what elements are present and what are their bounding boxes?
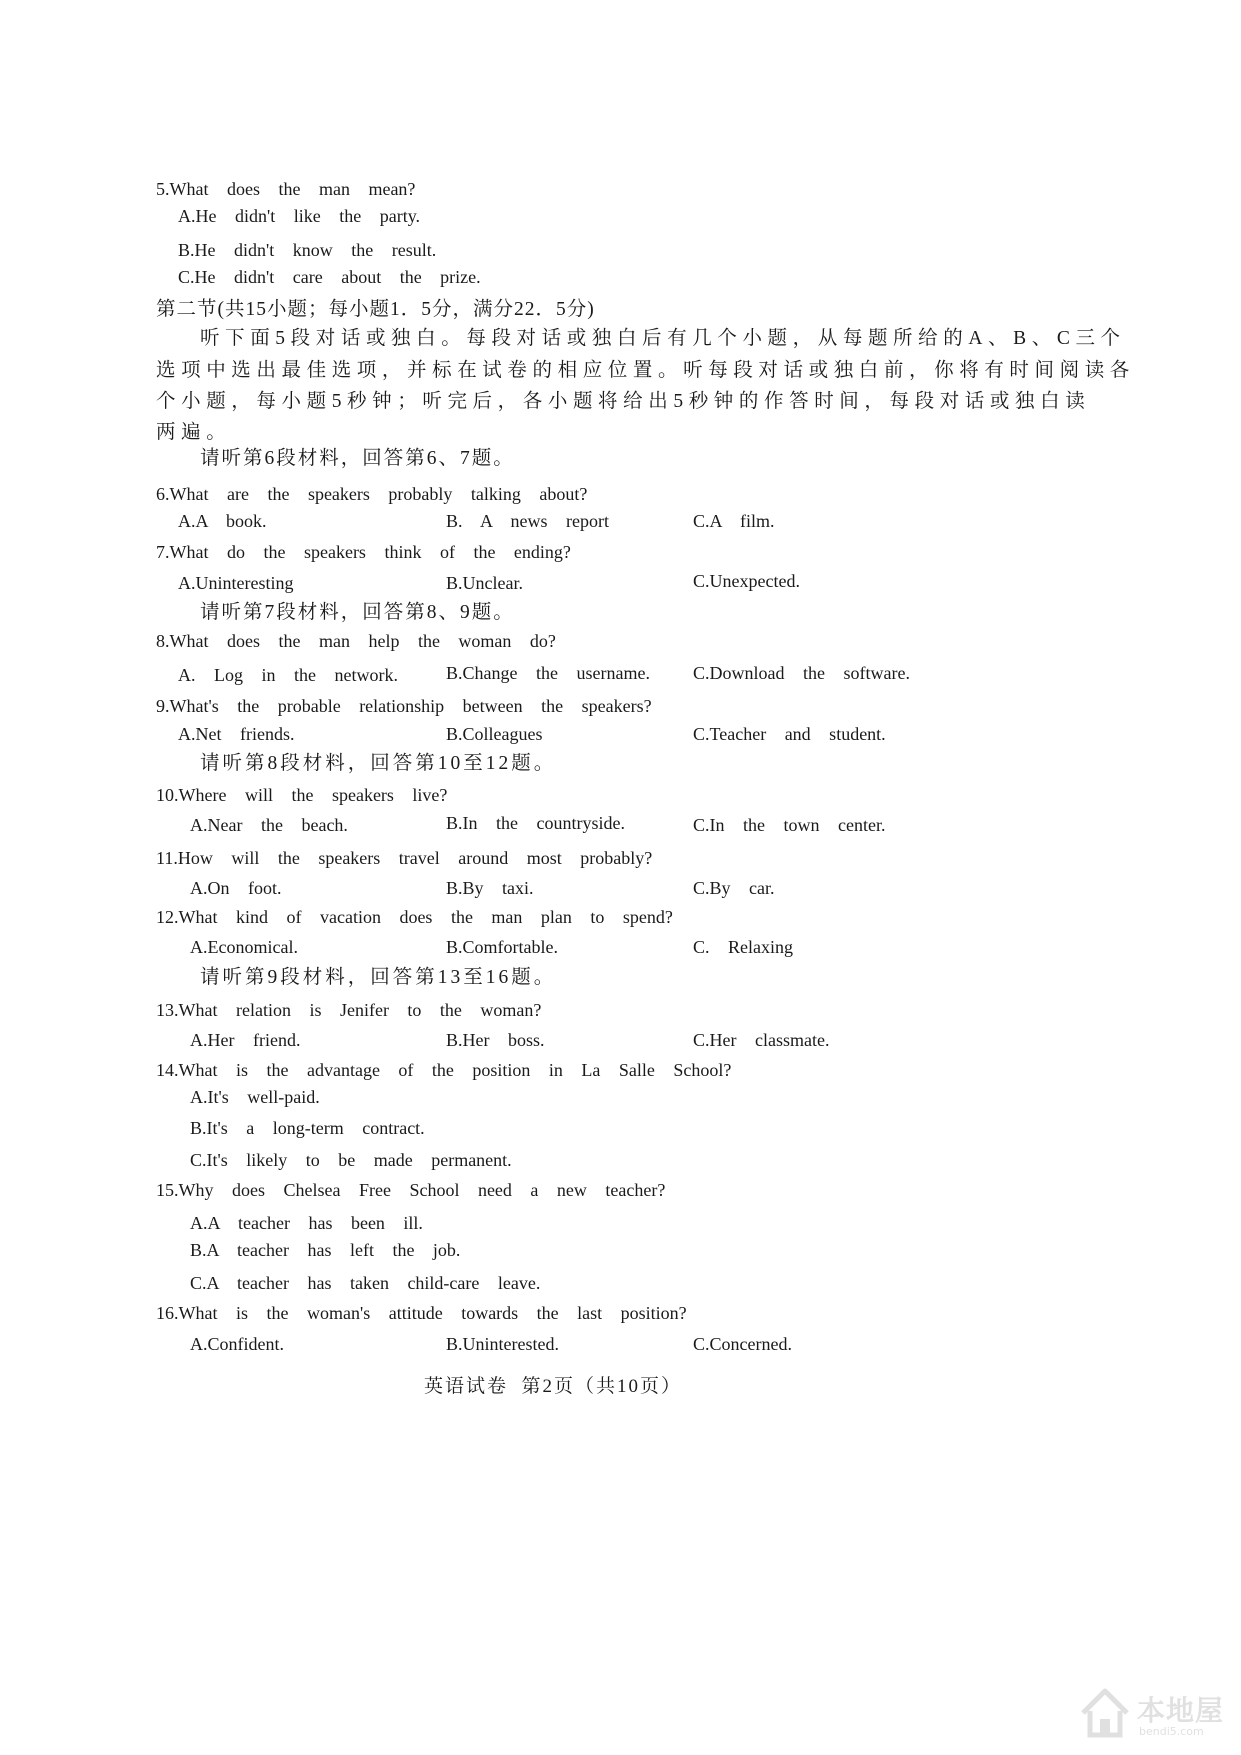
q13-option-a: A.Her friend.	[190, 1030, 301, 1050]
q10-option-c: C.In the town center.	[693, 815, 886, 835]
section-intro-line-3: 个小题，每小题5秒钟；听完后，各小题将给出5秒钟的作答时间，每段对话或独白读	[156, 391, 1091, 412]
q12-question: 12.What kind of vacation does the man plan to spend?	[156, 907, 673, 927]
q10-option-a: A.Near the beach.	[190, 815, 348, 835]
instruction-passage-9: 请听第9段材料，回答第13至16题。	[200, 967, 557, 988]
q7-option-c: C.Unexpected.	[693, 571, 800, 591]
q16-option-a: A.Confident.	[190, 1334, 284, 1354]
q5-option-b: B.He didn't know the result.	[178, 240, 437, 260]
q8-option-c: C.Download the software.	[693, 663, 910, 683]
instruction-passage-7: 请听第7段材料，回答第8、9题。	[200, 602, 515, 623]
watermark-url: bendi5.com	[1139, 1725, 1204, 1738]
q5-question: 5.What does the man mean?	[156, 179, 416, 199]
q13-option-b: B.Her boss.	[446, 1030, 545, 1050]
q14-option-c: C.It's likely to be made permanent.	[190, 1150, 512, 1170]
q15-option-a: A.A teacher has been ill.	[190, 1213, 423, 1233]
house-icon	[1079, 1685, 1131, 1741]
q10-question: 10.Where will the speakers live?	[156, 785, 448, 805]
q6-option-b: B. A news report	[446, 511, 609, 531]
section-intro-line-1: 听下面5段对话或独白。每段对话或独白后有几个小题，从每题所给的A、B、C三个	[200, 328, 1126, 349]
q11-option-b: B.By taxi.	[446, 878, 534, 898]
q13-option-c: C.Her classmate.	[693, 1030, 830, 1050]
section-intro-line-2: 选项中选出最佳选项，并标在试卷的相应位置。听每段对话或独白前，你将有时间阅读各	[156, 360, 1135, 381]
q9-option-a: A.Net friends.	[178, 724, 295, 744]
q11-question: 11.How will the speakers travel around most probably?	[156, 848, 653, 868]
q11-option-c: C.By car.	[693, 878, 775, 898]
q6-question: 6.What are the speakers probably talking about?	[156, 484, 588, 504]
q9-option-c: C.Teacher and student.	[693, 724, 886, 744]
q12-option-b: B.Comfortable.	[446, 937, 558, 957]
q7-option-b: B.Unclear.	[446, 573, 523, 593]
q8-question: 8.What does the man help the woman do?	[156, 631, 556, 651]
watermark-text: 本地屋	[1137, 1694, 1225, 1727]
q14-question: 14.What is the advantage of the position in La Salle School?	[156, 1060, 732, 1080]
q6-option-a: A.A book.	[178, 511, 267, 531]
q14-option-a: A.It's well-paid.	[190, 1087, 320, 1107]
instruction-passage-6: 请听第6段材料，回答第6、7题。	[200, 448, 515, 469]
q9-option-b: B.Colleagues	[446, 724, 543, 744]
q8-option-a: A. Log in the network.	[178, 665, 398, 685]
q11-option-a: A.On foot.	[190, 878, 282, 898]
q13-question: 13.What relation is Jenifer to the woman?	[156, 1000, 542, 1020]
q5-option-a: A.He didn't like the party.	[178, 206, 421, 226]
q15-option-c: C.A teacher has taken child-care leave.	[190, 1273, 541, 1293]
q8-option-b: B.Change the username.	[446, 663, 650, 683]
q16-option-b: B.Uninterested.	[446, 1334, 559, 1354]
q10-option-b: B.In the countryside.	[446, 813, 625, 833]
q7-option-a: A.Uninteresting	[178, 573, 294, 593]
q15-option-b: B.A teacher has left the job.	[190, 1240, 461, 1260]
q16-option-c: C.Concerned.	[693, 1334, 792, 1354]
q5-option-c: C.He didn't care about the prize.	[178, 267, 481, 287]
q12-option-c: C. Relaxing	[693, 937, 793, 957]
page-footer: 英语试卷 第2页（共10页）	[424, 1376, 683, 1397]
q7-question: 7.What do the speakers think of the ending?	[156, 542, 571, 562]
q15-question: 15.Why does Chelsea Free School need a new teacher?	[156, 1180, 666, 1200]
section-intro-line-4: 两遍。	[156, 422, 232, 443]
q14-option-b: B.It's a long-term contract.	[190, 1118, 425, 1138]
instruction-passage-8: 请听第8段材料，回答第10至12题。	[200, 753, 557, 774]
section-heading: 第二节(共15小题；每小题1．5分，满分22．5分)	[156, 299, 595, 320]
q6-option-c: C.A film.	[693, 511, 775, 531]
watermark-logo	[1079, 1685, 1229, 1745]
q9-question: 9.What's the probable relationship between the speakers?	[156, 696, 652, 716]
q12-option-a: A.Economical.	[190, 937, 298, 957]
q16-question: 16.What is the woman's attitude towards the last position?	[156, 1303, 687, 1323]
